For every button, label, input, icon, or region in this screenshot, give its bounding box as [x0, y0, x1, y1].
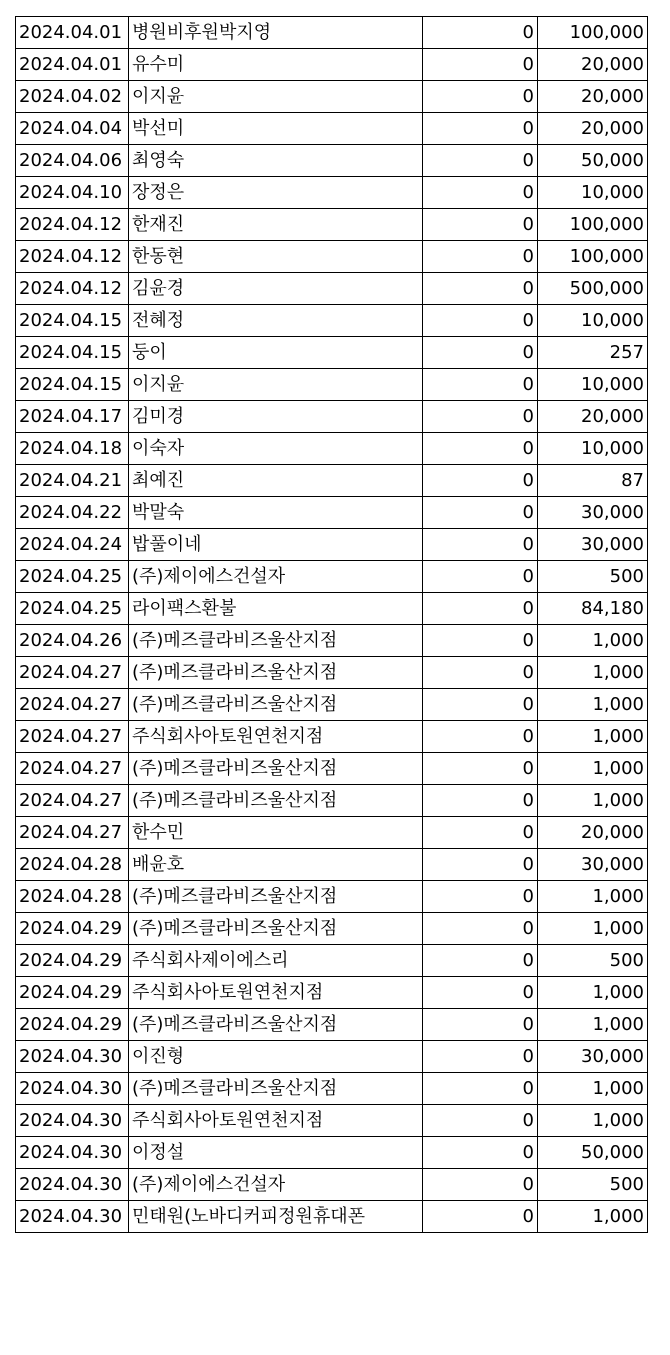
name-cell[interactable]: 한수민 [129, 817, 423, 849]
debit-cell[interactable]: 0 [423, 593, 538, 625]
date-cell[interactable]: 2024.04.06 [16, 145, 129, 177]
debit-cell[interactable]: 0 [423, 1137, 538, 1169]
date-cell[interactable]: 2024.04.29 [16, 913, 129, 945]
amount-cell[interactable]: 1,000 [538, 689, 648, 721]
debit-cell[interactable]: 0 [423, 945, 538, 977]
name-cell[interactable]: (주)제이에스건설자 [129, 1169, 423, 1201]
table-row [16, 529, 648, 561]
name-cell[interactable]: (주)메즈클라비즈울산지점 [129, 881, 423, 913]
amount-cell[interactable]: 84,180 [538, 593, 648, 625]
name-cell[interactable]: 민태원(노바디커피정원휴대폰 [129, 1201, 423, 1233]
table-row [16, 337, 648, 369]
name-cell[interactable]: 주식회사제이에스리 [129, 945, 423, 977]
amount-cell[interactable]: 1,000 [538, 785, 648, 817]
amount-cell[interactable]: 100,000 [538, 17, 648, 49]
date-cell[interactable]: 2024.04.27 [16, 657, 129, 689]
date-cell[interactable]: 2024.04.29 [16, 977, 129, 1009]
table-row [16, 561, 648, 593]
debit-cell[interactable]: 0 [423, 401, 538, 433]
date-cell[interactable]: 2024.04.18 [16, 433, 129, 465]
table-row [16, 721, 648, 753]
table-row [16, 369, 648, 401]
table-row [16, 945, 648, 977]
amount-cell[interactable]: 500,000 [538, 273, 648, 305]
debit-cell[interactable]: 0 [423, 49, 538, 81]
amount-cell[interactable]: 50,000 [538, 1137, 648, 1169]
name-cell[interactable]: 최영숙 [129, 145, 423, 177]
table-row [16, 1009, 648, 1041]
date-cell[interactable]: 2024.04.30 [16, 1169, 129, 1201]
date-cell[interactable]: 2024.04.30 [16, 1105, 129, 1137]
amount-cell[interactable]: 10,000 [538, 305, 648, 337]
amount-cell[interactable]: 20,000 [538, 401, 648, 433]
date-cell[interactable]: 2024.04.15 [16, 369, 129, 401]
name-cell[interactable]: 전혜정 [129, 305, 423, 337]
name-cell[interactable]: 김윤경 [129, 273, 423, 305]
date-cell[interactable]: 2024.04.24 [16, 529, 129, 561]
table-row [16, 273, 648, 305]
date-cell[interactable]: 2024.04.12 [16, 273, 129, 305]
amount-cell[interactable]: 1,000 [538, 657, 648, 689]
table-row [16, 753, 648, 785]
date-cell[interactable]: 2024.04.27 [16, 721, 129, 753]
table-row [16, 1169, 648, 1201]
table-row [16, 977, 648, 1009]
name-cell[interactable]: (주)메즈클라비즈울산지점 [129, 625, 423, 657]
amount-cell[interactable]: 20,000 [538, 817, 648, 849]
debit-cell[interactable]: 0 [423, 1201, 538, 1233]
debit-cell[interactable]: 0 [423, 753, 538, 785]
date-cell[interactable]: 2024.04.22 [16, 497, 129, 529]
date-cell[interactable]: 2024.04.28 [16, 881, 129, 913]
table-row [16, 17, 648, 49]
amount-cell[interactable]: 100,000 [538, 241, 648, 273]
date-cell[interactable]: 2024.04.15 [16, 305, 129, 337]
name-cell[interactable]: 라이팩스환불 [129, 593, 423, 625]
table-row [16, 305, 648, 337]
name-cell[interactable]: 둥이 [129, 337, 423, 369]
name-cell[interactable]: 유수미 [129, 49, 423, 81]
debit-cell[interactable]: 0 [423, 625, 538, 657]
amount-cell[interactable]: 87 [538, 465, 648, 497]
date-cell[interactable]: 2024.04.30 [16, 1041, 129, 1073]
name-cell[interactable]: 이정설 [129, 1137, 423, 1169]
name-cell[interactable]: 밥풀이네 [129, 529, 423, 561]
ledger-body [16, 17, 648, 1233]
amount-cell[interactable]: 20,000 [538, 81, 648, 113]
amount-cell[interactable]: 30,000 [538, 529, 648, 561]
table-row [16, 1041, 648, 1073]
date-cell[interactable]: 2024.04.12 [16, 209, 129, 241]
table-row [16, 177, 648, 209]
amount-cell[interactable]: 1,000 [538, 1201, 648, 1233]
date-cell[interactable]: 2024.04.27 [16, 785, 129, 817]
amount-cell[interactable]: 1,000 [538, 1073, 648, 1105]
debit-cell[interactable]: 0 [423, 209, 538, 241]
table-row [16, 625, 648, 657]
date-cell[interactable]: 2024.04.04 [16, 113, 129, 145]
amount-cell[interactable]: 1,000 [538, 625, 648, 657]
table-row [16, 1105, 648, 1137]
table-row [16, 145, 648, 177]
date-cell[interactable]: 2024.04.25 [16, 593, 129, 625]
table-row [16, 1201, 648, 1233]
debit-cell[interactable]: 0 [423, 561, 538, 593]
name-cell[interactable]: 이숙자 [129, 433, 423, 465]
table-row [16, 497, 648, 529]
name-cell[interactable]: 박선미 [129, 113, 423, 145]
name-cell[interactable]: 이지윤 [129, 369, 423, 401]
date-cell[interactable]: 2024.04.01 [16, 17, 129, 49]
debit-cell[interactable]: 0 [423, 465, 538, 497]
amount-cell[interactable]: 10,000 [538, 177, 648, 209]
amount-cell[interactable]: 30,000 [538, 1041, 648, 1073]
table-row [16, 49, 648, 81]
table-row [16, 465, 648, 497]
table-row [16, 113, 648, 145]
amount-cell[interactable]: 50,000 [538, 145, 648, 177]
name-cell[interactable]: 장정은 [129, 177, 423, 209]
amount-cell[interactable]: 1,000 [538, 977, 648, 1009]
name-cell[interactable]: (주)메즈클라비즈울산지점 [129, 785, 423, 817]
name-cell[interactable]: (주)메즈클라비즈울산지점 [129, 1073, 423, 1105]
date-cell[interactable]: 2024.04.30 [16, 1201, 129, 1233]
debit-cell[interactable]: 0 [423, 177, 538, 209]
name-cell[interactable]: 배윤호 [129, 849, 423, 881]
date-cell[interactable]: 2024.04.25 [16, 561, 129, 593]
date-cell[interactable]: 2024.04.30 [16, 1137, 129, 1169]
amount-cell[interactable]: 257 [538, 337, 648, 369]
debit-cell[interactable]: 0 [423, 913, 538, 945]
name-cell[interactable]: 김미경 [129, 401, 423, 433]
table-row [16, 913, 648, 945]
debit-cell[interactable]: 0 [423, 817, 538, 849]
amount-cell[interactable]: 1,000 [538, 721, 648, 753]
debit-cell[interactable]: 0 [423, 977, 538, 1009]
debit-cell[interactable]: 0 [423, 497, 538, 529]
amount-cell[interactable]: 20,000 [538, 113, 648, 145]
debit-cell[interactable]: 0 [423, 1009, 538, 1041]
date-cell[interactable]: 2024.04.01 [16, 49, 129, 81]
date-cell[interactable]: 2024.04.30 [16, 1073, 129, 1105]
name-cell[interactable]: (주)메즈클라비즈울산지점 [129, 689, 423, 721]
amount-cell[interactable]: 10,000 [538, 433, 648, 465]
name-cell[interactable]: (주)메즈클라비즈울산지점 [129, 753, 423, 785]
debit-cell[interactable]: 0 [423, 81, 538, 113]
table-row [16, 817, 648, 849]
amount-cell[interactable]: 1,000 [538, 1105, 648, 1137]
debit-cell[interactable]: 0 [423, 1105, 538, 1137]
debit-cell[interactable]: 0 [423, 1169, 538, 1201]
date-cell[interactable]: 2024.04.29 [16, 945, 129, 977]
debit-cell[interactable]: 0 [423, 273, 538, 305]
debit-cell[interactable]: 0 [423, 369, 538, 401]
amount-cell[interactable]: 100,000 [538, 209, 648, 241]
debit-cell[interactable]: 0 [423, 337, 538, 369]
debit-cell[interactable]: 0 [423, 1073, 538, 1105]
table-row [16, 881, 648, 913]
debit-cell[interactable]: 0 [423, 113, 538, 145]
date-cell[interactable]: 2024.04.27 [16, 689, 129, 721]
name-cell[interactable]: 최예진 [129, 465, 423, 497]
table-row [16, 1073, 648, 1105]
amount-cell[interactable]: 1,000 [538, 881, 648, 913]
table-row [16, 433, 648, 465]
table-row [16, 785, 648, 817]
amount-cell[interactable]: 10,000 [538, 369, 648, 401]
name-cell[interactable]: 주식회사아토원연천지점 [129, 1105, 423, 1137]
debit-cell[interactable]: 0 [423, 785, 538, 817]
name-cell[interactable]: 이지윤 [129, 81, 423, 113]
debit-cell[interactable]: 0 [423, 689, 538, 721]
debit-cell[interactable]: 0 [423, 721, 538, 753]
name-cell[interactable]: 박말숙 [129, 497, 423, 529]
name-cell[interactable]: (주)메즈클라비즈울산지점 [129, 1009, 423, 1041]
date-cell[interactable]: 2024.04.12 [16, 241, 129, 273]
amount-cell[interactable]: 1,000 [538, 753, 648, 785]
debit-cell[interactable]: 0 [423, 305, 538, 337]
amount-cell[interactable]: 30,000 [538, 849, 648, 881]
name-cell[interactable]: (주)메즈클라비즈울산지점 [129, 913, 423, 945]
debit-cell[interactable]: 0 [423, 849, 538, 881]
table-row [16, 209, 648, 241]
table-row [16, 593, 648, 625]
debit-cell[interactable]: 0 [423, 241, 538, 273]
amount-cell[interactable]: 500 [538, 1169, 648, 1201]
table-row [16, 657, 648, 689]
donation-ledger-table [15, 16, 648, 1233]
debit-cell[interactable]: 0 [423, 881, 538, 913]
date-cell[interactable]: 2024.04.21 [16, 465, 129, 497]
name-cell[interactable]: 이진형 [129, 1041, 423, 1073]
name-cell[interactable]: 주식회사아토원연천지점 [129, 721, 423, 753]
name-cell[interactable]: (주)메즈클라비즈울산지점 [129, 657, 423, 689]
amount-cell[interactable]: 500 [538, 561, 648, 593]
amount-cell[interactable]: 20,000 [538, 49, 648, 81]
name-cell[interactable]: 주식회사아토원연천지점 [129, 977, 423, 1009]
debit-cell[interactable]: 0 [423, 433, 538, 465]
name-cell[interactable]: 한재진 [129, 209, 423, 241]
date-cell[interactable]: 2024.04.28 [16, 849, 129, 881]
amount-cell[interactable]: 500 [538, 945, 648, 977]
debit-cell[interactable]: 0 [423, 529, 538, 561]
date-cell[interactable]: 2024.04.27 [16, 817, 129, 849]
date-cell[interactable]: 2024.04.02 [16, 81, 129, 113]
date-cell[interactable]: 2024.04.26 [16, 625, 129, 657]
debit-cell[interactable]: 0 [423, 1041, 538, 1073]
debit-cell[interactable]: 0 [423, 145, 538, 177]
table-row [16, 689, 648, 721]
date-cell[interactable]: 2024.04.10 [16, 177, 129, 209]
amount-cell[interactable]: 30,000 [538, 497, 648, 529]
date-cell[interactable]: 2024.04.27 [16, 753, 129, 785]
name-cell[interactable]: (주)제이에스건설자 [129, 561, 423, 593]
table-row [16, 241, 648, 273]
table-row [16, 1137, 648, 1169]
date-cell[interactable]: 2024.04.17 [16, 401, 129, 433]
date-cell[interactable]: 2024.04.29 [16, 1009, 129, 1041]
amount-cell[interactable]: 1,000 [538, 1009, 648, 1041]
name-cell[interactable]: 한동현 [129, 241, 423, 273]
table-row [16, 849, 648, 881]
name-cell[interactable]: 병원비후원박지영 [129, 17, 423, 49]
debit-cell[interactable]: 0 [423, 657, 538, 689]
debit-cell[interactable]: 0 [423, 17, 538, 49]
table-row [16, 401, 648, 433]
amount-cell[interactable]: 1,000 [538, 913, 648, 945]
date-cell[interactable]: 2024.04.15 [16, 337, 129, 369]
table-row [16, 81, 648, 113]
